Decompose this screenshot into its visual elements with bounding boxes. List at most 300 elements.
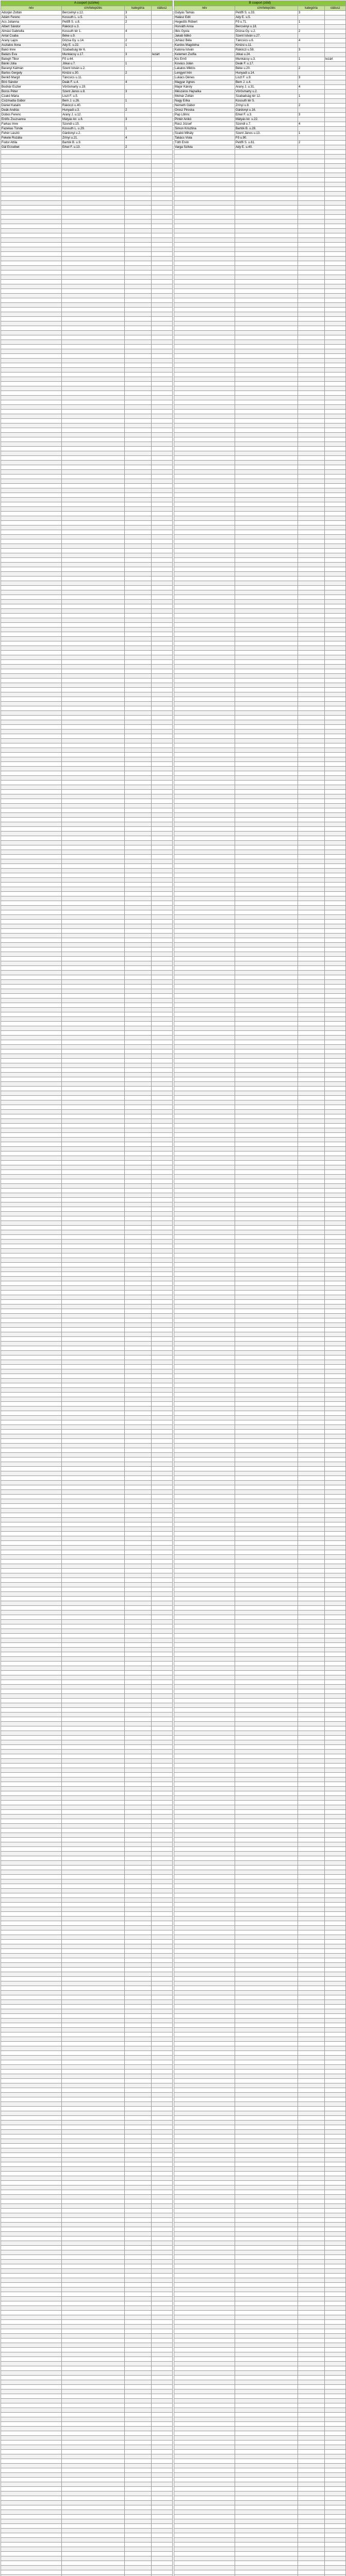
cell-category — [125, 873, 152, 878]
cell-category — [125, 2413, 152, 2417]
cell-name — [174, 961, 235, 966]
cell-name — [174, 1342, 235, 1346]
cell-status — [152, 822, 173, 827]
cell-name — [1, 1114, 62, 1119]
cell-status — [325, 632, 346, 637]
cell-status — [325, 1703, 346, 1708]
cell-address — [235, 530, 298, 535]
cell-name — [174, 1680, 235, 1685]
cell-address — [235, 753, 298, 757]
cell-address — [62, 298, 125, 303]
cell-address — [235, 1063, 298, 1068]
cell-address — [62, 1147, 125, 1151]
cell-address — [62, 1105, 125, 1110]
cell-category — [125, 1954, 152, 1958]
empty-row — [174, 1509, 346, 1513]
cell-category — [125, 405, 152, 410]
cell-address — [62, 1583, 125, 1587]
cell-address — [235, 340, 298, 345]
cell-address: Petőfi S. u.61. — [235, 141, 298, 145]
cell-category: 3 — [125, 11, 152, 15]
cell-status — [325, 15, 346, 20]
empty-row — [174, 1026, 346, 1031]
cell-category — [298, 71, 325, 76]
cell-category — [298, 1713, 325, 1717]
empty-row — [174, 1063, 346, 1068]
cell-address — [62, 2547, 125, 2552]
cell-status — [152, 1295, 173, 1300]
cell-category — [125, 1425, 152, 1430]
cell-category — [298, 1643, 325, 1648]
cell-status — [152, 1759, 173, 1764]
cell-status — [325, 1328, 346, 1332]
empty-row — [1, 530, 173, 535]
empty-row — [1, 368, 173, 372]
cell-category — [125, 2501, 152, 2505]
cell-category — [298, 646, 325, 651]
cell-status — [152, 1406, 173, 1411]
cell-category — [125, 159, 152, 164]
cell-category — [125, 1365, 152, 1369]
cell-status — [152, 308, 173, 312]
cell-category — [125, 632, 152, 637]
cell-category — [298, 145, 325, 150]
cell-category — [125, 2338, 152, 2343]
cell-category: 4 — [298, 39, 325, 43]
cell-name — [1, 1564, 62, 1569]
cell-name — [174, 484, 235, 488]
cell-category — [298, 1379, 325, 1383]
cell-status — [152, 2487, 173, 2492]
cell-category — [298, 1671, 325, 1675]
cell-category — [125, 544, 152, 549]
cell-category — [125, 2496, 152, 2501]
cell-name — [174, 771, 235, 776]
cell-address — [62, 2093, 125, 2097]
cell-category — [125, 1884, 152, 1889]
cell-category — [125, 1606, 152, 1611]
cell-name — [1, 2389, 62, 2394]
cell-address — [62, 2441, 125, 2445]
empty-row — [1, 2352, 173, 2357]
cell-category — [298, 628, 325, 632]
cell-category: 4 — [298, 122, 325, 127]
empty-row — [174, 1337, 346, 1342]
cell-address — [235, 1212, 298, 1216]
cell-category — [298, 442, 325, 447]
cell-category — [125, 2464, 152, 2468]
cell-status — [152, 1893, 173, 1898]
cell-name — [1, 1968, 62, 1972]
cell-status — [325, 641, 346, 646]
empty-row — [174, 1532, 346, 1536]
cell-address — [62, 419, 125, 423]
cell-status — [325, 326, 346, 331]
empty-row — [1, 577, 173, 581]
cell-address — [62, 2496, 125, 2501]
cell-category — [298, 688, 325, 692]
cell-address: Hunyadi u.14. — [235, 71, 298, 76]
cell-status — [152, 1379, 173, 1383]
cell-address — [62, 2028, 125, 2032]
empty-row — [174, 1513, 346, 1518]
cell-address — [235, 1764, 298, 1768]
cell-status — [325, 1286, 346, 1291]
cell-address — [62, 813, 125, 818]
empty-row — [1, 2389, 173, 2394]
cell-name — [174, 1662, 235, 1666]
cell-category — [298, 1550, 325, 1555]
cell-name — [1, 655, 62, 660]
cell-category — [298, 1124, 325, 1128]
cell-name — [1, 1133, 62, 1138]
cell-category — [298, 832, 325, 836]
cell-name — [174, 1393, 235, 1397]
cell-category — [298, 1328, 325, 1332]
cell-address — [62, 2315, 125, 2320]
cell-status — [325, 975, 346, 980]
cell-address — [62, 1244, 125, 1249]
empty-row — [1, 2019, 173, 2023]
cell-category — [298, 1773, 325, 1777]
cell-category — [298, 563, 325, 567]
cell-status — [325, 1402, 346, 1406]
cell-address — [235, 243, 298, 247]
cell-address — [235, 201, 298, 206]
cell-status — [152, 1917, 173, 1921]
cell-status — [152, 280, 173, 284]
cell-category: 4 — [125, 136, 152, 141]
cell-name — [1, 312, 62, 317]
cell-address — [62, 2524, 125, 2529]
cell-address — [235, 1374, 298, 1379]
cell-name — [1, 2107, 62, 2111]
cell-address — [62, 2121, 125, 2125]
cell-category — [125, 2241, 152, 2246]
empty-row — [1, 1662, 173, 1666]
cell-status — [325, 850, 346, 855]
cell-name: Illés Gyula — [174, 29, 235, 34]
cell-category — [298, 470, 325, 474]
cell-name — [174, 1281, 235, 1286]
cell-name — [174, 586, 235, 590]
cell-address: Szent István u.27. — [235, 34, 298, 39]
empty-row — [174, 1240, 346, 1244]
cell-address — [235, 544, 298, 549]
empty-row — [1, 335, 173, 340]
cell-address — [62, 1355, 125, 1360]
cell-status — [152, 99, 173, 104]
empty-row — [1, 1258, 173, 1263]
cell-name — [174, 1235, 235, 1240]
empty-row — [174, 604, 346, 609]
cell-address — [235, 1406, 298, 1411]
cell-address — [235, 859, 298, 864]
empty-row — [1, 1963, 173, 1968]
cell-address — [62, 2125, 125, 2130]
cell-status — [152, 1235, 173, 1240]
empty-row — [1, 2181, 173, 2185]
cell-address — [235, 1258, 298, 1263]
cell-name — [1, 349, 62, 354]
cell-category — [125, 1569, 152, 1573]
cell-name — [1, 2093, 62, 2097]
cell-address — [62, 1458, 125, 1462]
cell-category — [125, 2028, 152, 2032]
cell-status — [325, 1235, 346, 1240]
empty-row — [1, 1096, 173, 1100]
cell-status — [152, 971, 173, 975]
cell-name — [174, 317, 235, 321]
cell-status — [325, 1754, 346, 1759]
cell-category — [125, 335, 152, 340]
cell-status — [325, 1499, 346, 1504]
cell-address — [62, 2232, 125, 2236]
cell-name — [1, 507, 62, 512]
cell-name — [1, 748, 62, 753]
cell-category — [125, 1907, 152, 1912]
empty-row — [1, 1699, 173, 1703]
cell-name — [174, 1504, 235, 1509]
cell-name — [174, 720, 235, 725]
cell-name — [1, 1954, 62, 1958]
cell-address — [235, 832, 298, 836]
empty-row — [1, 563, 173, 567]
empty-row — [1, 502, 173, 507]
cell-status — [152, 1003, 173, 1008]
cell-category — [125, 512, 152, 516]
cell-address — [235, 168, 298, 173]
cell-category — [298, 294, 325, 298]
empty-row — [1, 730, 173, 734]
empty-row — [174, 1031, 346, 1036]
cell-address — [235, 521, 298, 526]
empty-row — [174, 1087, 346, 1091]
cell-name — [174, 757, 235, 762]
empty-row — [174, 433, 346, 437]
table-row — [1, 94, 173, 99]
cell-status — [152, 423, 173, 428]
cell-address — [235, 321, 298, 326]
cell-name — [1, 1861, 62, 1866]
cell-category — [298, 127, 325, 131]
empty-row — [174, 164, 346, 168]
cell-status — [325, 892, 346, 896]
cell-name — [1, 2376, 62, 2380]
cell-address — [235, 354, 298, 359]
cell-status — [152, 1365, 173, 1369]
cell-category — [125, 2134, 152, 2139]
cell-address — [235, 1161, 298, 1165]
empty-row — [174, 331, 346, 335]
cell-status — [152, 785, 173, 790]
cell-status — [152, 349, 173, 354]
cell-status — [152, 2019, 173, 2023]
cell-category — [125, 1249, 152, 1253]
empty-row — [1, 1351, 173, 1355]
cell-address — [235, 1444, 298, 1448]
cell-name — [1, 1425, 62, 1430]
empty-row — [174, 1416, 346, 1420]
cell-status — [325, 526, 346, 530]
cell-status — [325, 428, 346, 433]
cell-category — [298, 822, 325, 827]
empty-row — [1, 1156, 173, 1161]
cell-address — [235, 1731, 298, 1736]
cell-name — [174, 238, 235, 243]
cell-category — [125, 859, 152, 864]
empty-row — [1, 1870, 173, 1875]
cell-status — [325, 901, 346, 906]
cell-category — [125, 688, 152, 692]
cell-status — [325, 317, 346, 321]
cell-address — [62, 1263, 125, 1267]
cell-status — [325, 25, 346, 29]
cell-name — [1, 451, 62, 456]
empty-row — [174, 516, 346, 521]
cell-status — [152, 2250, 173, 2255]
cell-status — [152, 2320, 173, 2325]
cell-category — [298, 1411, 325, 1416]
cell-status — [152, 1791, 173, 1796]
cell-name — [174, 1369, 235, 1374]
cell-address — [235, 470, 298, 474]
cell-name — [1, 2515, 62, 2519]
cell-status — [152, 957, 173, 961]
cell-status — [152, 29, 173, 34]
cell-status — [152, 173, 173, 178]
cell-status — [152, 2399, 173, 2403]
table-row — [174, 122, 346, 127]
cell-name — [1, 1898, 62, 1903]
cell-name — [1, 1583, 62, 1587]
cell-address — [235, 210, 298, 215]
empty-row — [1, 2422, 173, 2427]
cell-address — [62, 1481, 125, 1485]
cell-category — [125, 2422, 152, 2427]
cell-address — [235, 1082, 298, 1087]
cell-status — [152, 1810, 173, 1815]
empty-row — [174, 1393, 346, 1397]
cell-category — [125, 906, 152, 910]
empty-row — [1, 2236, 173, 2241]
empty-row — [174, 702, 346, 706]
cell-status — [152, 1968, 173, 1972]
empty-row — [1, 2246, 173, 2250]
cell-category — [125, 762, 152, 767]
cell-category — [298, 702, 325, 706]
cell-address — [235, 781, 298, 785]
empty-row — [174, 924, 346, 929]
empty-row — [1, 289, 173, 294]
cell-name — [1, 2529, 62, 2533]
cell-category — [298, 785, 325, 790]
empty-row — [174, 317, 346, 321]
cell-name — [174, 883, 235, 887]
cell-address: Zrínyi u.21. — [62, 136, 125, 141]
cell-name — [174, 1054, 235, 1059]
cell-status — [152, 1388, 173, 1393]
table-row — [174, 11, 346, 15]
cell-status — [152, 683, 173, 688]
cell-address: Liszt F. u.5. — [62, 94, 125, 99]
empty-row — [174, 1439, 346, 1444]
cell-address — [235, 1360, 298, 1365]
cell-category — [125, 2083, 152, 2088]
cell-name — [1, 1161, 62, 1165]
cell-name — [174, 924, 235, 929]
cell-address — [62, 2032, 125, 2037]
empty-row — [174, 308, 346, 312]
empty-row — [174, 734, 346, 739]
cell-name — [174, 1082, 235, 1087]
table-row — [174, 80, 346, 85]
cell-address — [235, 1745, 298, 1750]
cell-name — [174, 878, 235, 883]
cell-category — [298, 1740, 325, 1745]
cell-category — [298, 1485, 325, 1490]
cell-name — [174, 679, 235, 683]
cell-name — [174, 892, 235, 896]
cell-name — [1, 1091, 62, 1096]
cell-status — [325, 725, 346, 730]
cell-address — [62, 1073, 125, 1077]
cell-status — [152, 1870, 173, 1875]
cell-address — [62, 2046, 125, 2051]
cell-status — [152, 1300, 173, 1304]
cell-address — [235, 1773, 298, 1777]
cell-category — [298, 692, 325, 697]
cell-status — [152, 2450, 173, 2454]
cell-address — [235, 1634, 298, 1638]
cell-address — [62, 2385, 125, 2389]
cell-status — [325, 762, 346, 767]
cell-address — [62, 1546, 125, 1550]
empty-row — [174, 173, 346, 178]
empty-row — [1, 1216, 173, 1221]
cell-status — [152, 145, 173, 150]
cell-name — [1, 1499, 62, 1504]
cell-category — [298, 1546, 325, 1550]
cell-status — [152, 1550, 173, 1555]
empty-row — [1, 1787, 173, 1791]
cell-category — [125, 641, 152, 646]
cell-address: Fő u.44. — [62, 57, 125, 62]
cell-address — [62, 2269, 125, 2274]
empty-row — [1, 1091, 173, 1096]
cell-name — [174, 873, 235, 878]
cell-name — [174, 470, 235, 474]
empty-row — [174, 1597, 346, 1601]
cell-address — [235, 1713, 298, 1717]
cell-address — [62, 326, 125, 331]
cell-address — [235, 377, 298, 382]
empty-row — [1, 1230, 173, 1235]
empty-row — [1, 539, 173, 544]
empty-row — [174, 1583, 346, 1587]
cell-status — [325, 1671, 346, 1675]
empty-row — [174, 1253, 346, 1258]
cell-status — [152, 1202, 173, 1207]
empty-row — [1, 841, 173, 845]
cell-status — [152, 1889, 173, 1893]
cell-address — [62, 1968, 125, 1972]
cell-address — [235, 474, 298, 479]
cell-address — [62, 1402, 125, 1406]
cell-name — [1, 1430, 62, 1434]
cell-address — [235, 1216, 298, 1221]
cell-status — [325, 1555, 346, 1560]
